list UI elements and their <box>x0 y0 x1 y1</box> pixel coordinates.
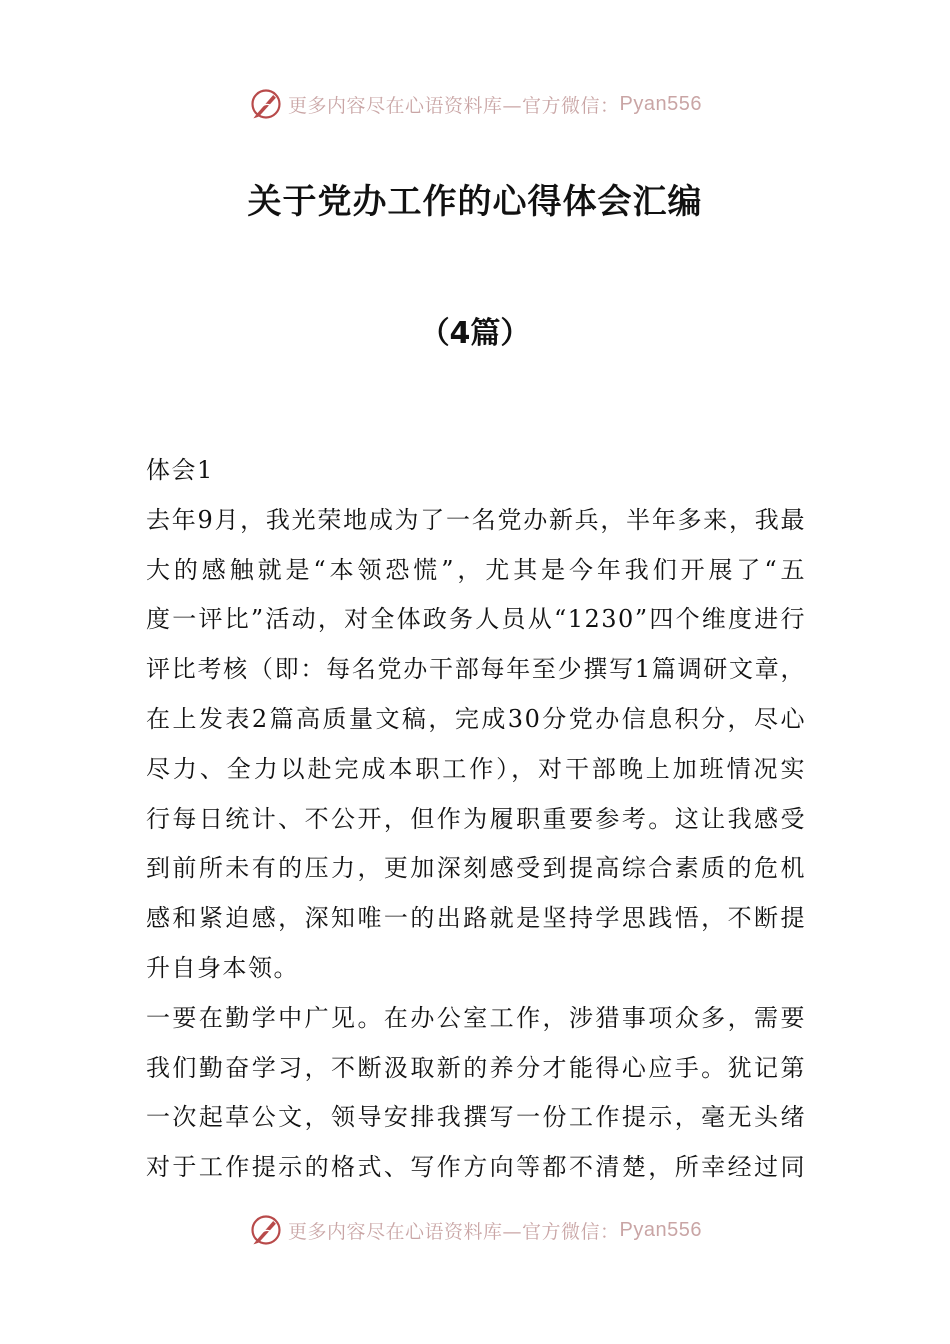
watermark-wechat-id: Pyan556 <box>619 92 702 115</box>
paragraph-line: 去年9月，我光荣地成为了一名党办新兵，半年多来，我最 <box>146 505 806 534</box>
pen-logo-icon <box>248 86 284 122</box>
paragraph-line: 评比考核（即：每名党办干部每年至少撰写1篇调研文章， <box>146 655 806 684</box>
paragraph-line: 我们勤奋学习，不断汲取新的养分才能得心应手。犹记第 <box>146 1053 806 1082</box>
paragraph-line: 感和紧迫感，深知唯一的出路就是坚持学思践悟，不断提 <box>146 904 806 933</box>
header-watermark <box>0 82 950 126</box>
paragraph-line: 行每日统计、不公开，但作为履职重要参考。这让我感受 <box>146 804 806 833</box>
paragraph-line: 到前所未有的压力，更加深刻感受到提高综合素质的危机 <box>146 854 806 883</box>
paragraph-line: 尽力、全力以赴完成本职工作），对干部晚上加班情况实 <box>146 754 806 783</box>
paragraph-line: 一要在勤学中广见。在办公室工作，涉猎事项众多，需要 <box>146 1003 806 1032</box>
watermark-text: 更多内容尽在心语资料库—官方微信： <box>288 94 620 117</box>
watermark-wechat-id: Pyan556 <box>619 1218 702 1241</box>
paragraph-line: 度一评比”活动，对全体政务人员从“1230”四个维度进行 <box>146 605 806 634</box>
paragraph-line: 升自身本领。 <box>146 953 299 982</box>
paragraph-line: 对于工作提示的格式、写作方向等都不清楚，所幸经过同 <box>146 1153 806 1182</box>
paragraph-line: 一次起草公文，领导安排我撰写一份工作提示，毫无头绪 <box>146 1103 806 1132</box>
section-heading: 体会1 <box>146 456 214 484</box>
pen-logo-icon <box>248 1212 284 1248</box>
document-title: 关于党办工作的心得体会汇编 <box>247 182 703 222</box>
document-body <box>146 446 806 1193</box>
paragraph-line: 大的感触就是“本领恐慌”，尤其是今年我们开展了“五 <box>146 555 806 584</box>
footer-watermark <box>0 1208 950 1252</box>
paragraph-line: 在上发表2篇高质量文稿，完成30分党办信息积分，尽心 <box>146 704 806 733</box>
watermark-text: 更多内容尽在心语资料库—官方微信： <box>288 1220 620 1243</box>
document-subtitle: （4篇） <box>419 316 531 351</box>
